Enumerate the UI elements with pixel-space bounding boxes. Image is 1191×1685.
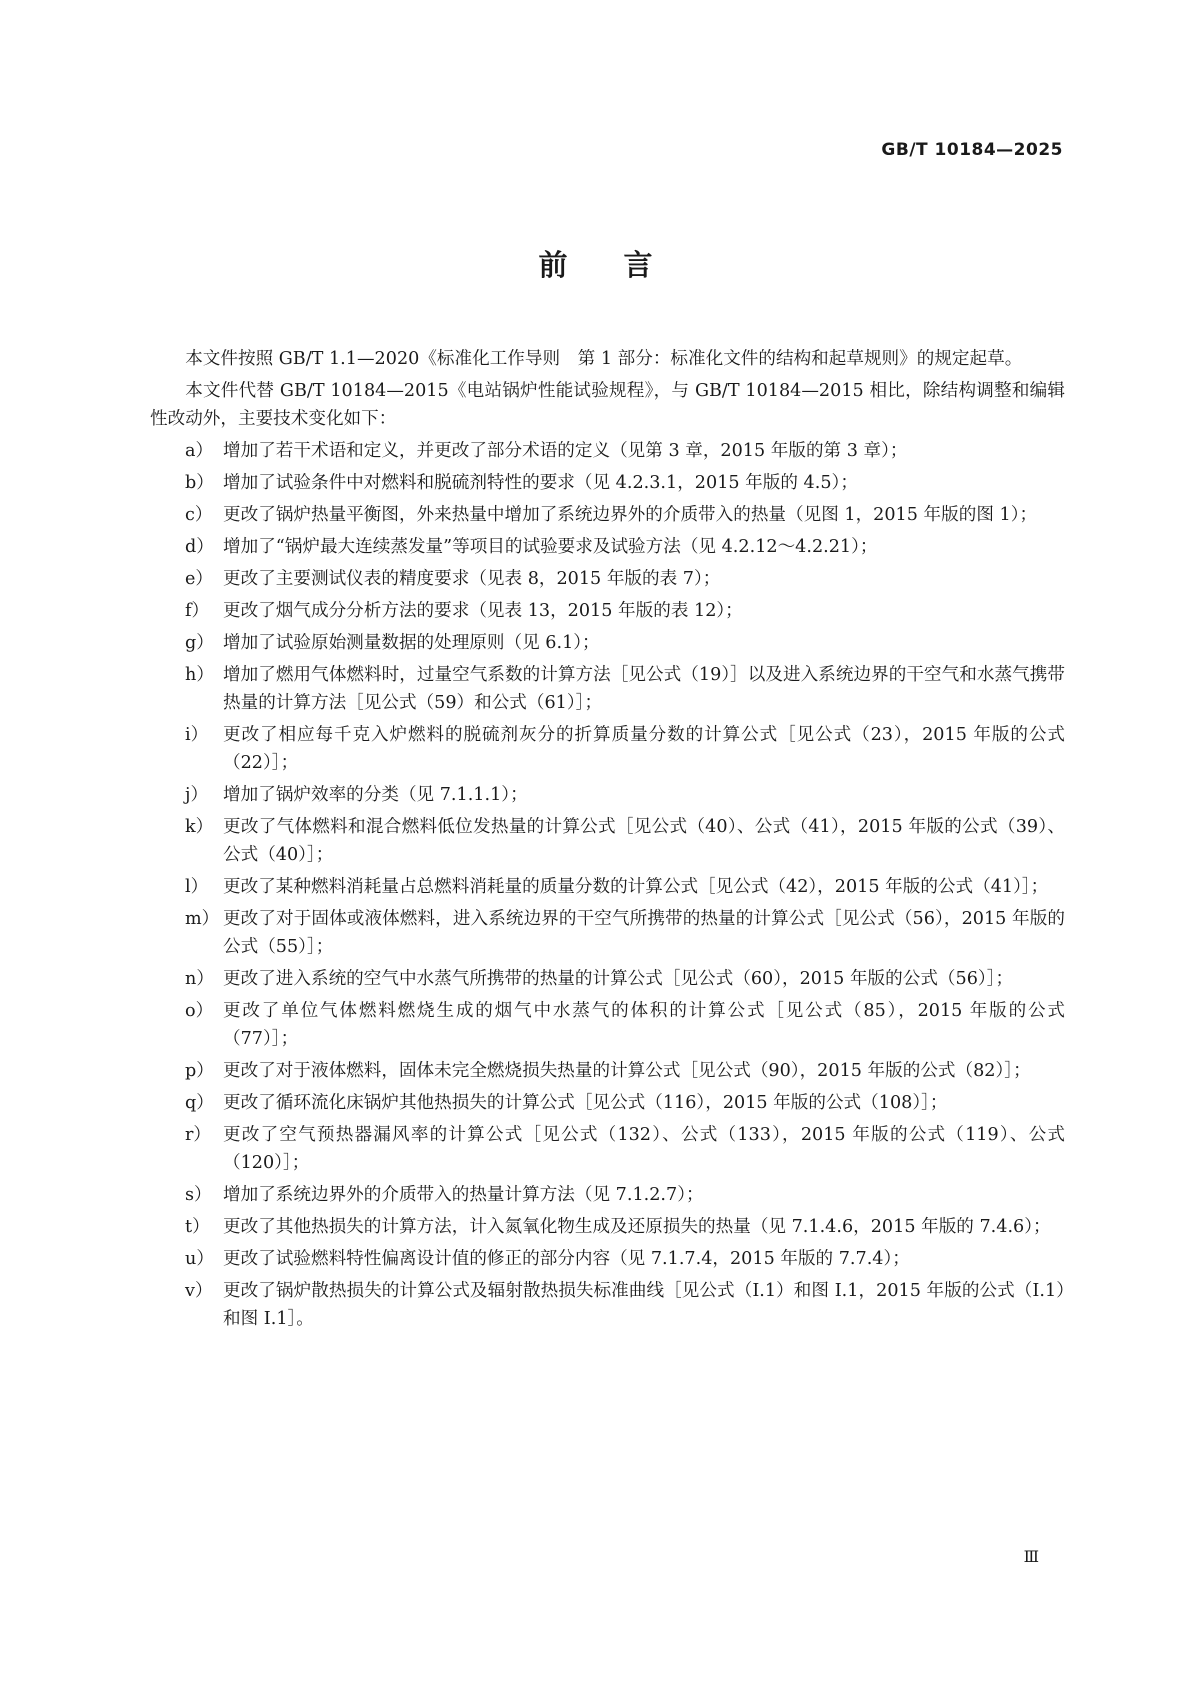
list-item-text: 更改了循环流化床锅炉其他热损失的计算公式［见公式（116），2015 年版的公式（108）］； (223, 1093, 948, 1113)
list-item-letter: r） (185, 1125, 212, 1145)
list-item (150, 781, 1065, 809)
list-item-letter: v） (185, 1281, 213, 1301)
list-item-text: 增加了试验条件中对燃料和脱硫剂特性的要求（见 4.2.3.1，2015 年版的 4.5）； (223, 473, 858, 493)
list-item (150, 661, 1065, 717)
list-item-letter: s） (185, 1185, 212, 1205)
list-item (150, 721, 1065, 777)
list-item-text: 增加了“锅炉最大连续蒸发量”等项目的试验要求及试验方法（见 4.2.12～4.2.21）； (223, 537, 878, 557)
list-item (150, 501, 1065, 529)
changes-list (150, 437, 1065, 1333)
list-item (150, 1089, 1065, 1117)
list-item (150, 437, 1065, 465)
list-item-letter: c） (185, 505, 213, 525)
list-item (150, 1181, 1065, 1209)
list-item-letter: u） (185, 1249, 214, 1269)
list-item (150, 629, 1065, 657)
document-body (150, 345, 1065, 1337)
list-item-letter: d） (185, 537, 214, 557)
list-item-text: 更改了进入系统的空气中水蒸气所携带的热量的计算公式［见公式（60），2015 年版的公式（56）］； (223, 969, 1014, 989)
list-item (150, 997, 1065, 1053)
list-item-text: 增加了锅炉效率的分类（见 7.1.1.1）； (223, 785, 528, 805)
list-item (150, 1057, 1065, 1085)
list-item-letter: a） (185, 441, 214, 461)
list-item-letter: g） (185, 633, 214, 653)
list-item (150, 565, 1065, 593)
document-number: GB/T 10184—2025 (881, 140, 1063, 160)
list-item (150, 597, 1065, 625)
list-item-text: 更改了单位气体燃料燃烧生成的烟气中水蒸气的体积的计算公式［见公式（85），2015 年版的公式（77）］； (223, 1001, 1065, 1049)
list-item-letter: n） (185, 969, 214, 989)
list-item (150, 1213, 1065, 1241)
list-item (150, 813, 1065, 869)
page-number: Ⅲ (1023, 1547, 1039, 1566)
list-item-text: 更改了空气预热器漏风率的计算公式［见公式（132）、公式（133），2015 年版的公式（119）、公式（120）］； (223, 1125, 1065, 1173)
list-item-text: 更改了试验燃料特性偏离设计值的修正的部分内容（见 7.1.7.4，2015 年版的 7.7.4）； (223, 1249, 910, 1269)
list-item (150, 1121, 1065, 1177)
list-item-text: 更改了烟气成分分析方法的要求（见表 13，2015 年版的表 12）； (223, 601, 743, 621)
page-title: 前言 (538, 248, 709, 282)
list-item (150, 533, 1065, 561)
list-item-text: 增加了系统边界外的介质带入的热量计算方法（见 7.1.2.7）； (223, 1185, 704, 1205)
list-item-letter: p） (185, 1061, 214, 1081)
list-item (150, 1245, 1065, 1273)
list-item-text: 更改了锅炉热量平衡图，外来热量中增加了系统边界外的介质带入的热量（见图 1，2015 年版的图 1）； (223, 505, 1038, 525)
intro-paragraph-drafting: 本文件按照 GB/T 1.1—2020《标准化工作导则 第 1 部分：标准化文件的结构和起草规则》的规定起草。 (185, 349, 1023, 369)
list-item-letter: f） (185, 601, 210, 621)
list-item-letter: e） (185, 569, 214, 589)
list-item-letter: q） (185, 1093, 214, 1113)
list-item-text: 更改了某种燃料消耗量占总燃料消耗量的质量分数的计算公式［见公式（42），2015 年版的公式（41）］； (223, 877, 1049, 897)
list-item (150, 1277, 1065, 1333)
list-item (150, 873, 1065, 901)
list-item-letter: b） (185, 473, 214, 493)
list-item-letter: m） (185, 909, 220, 929)
list-item-text: 增加了燃用气体燃料时，过量空气系数的计算方法［见公式（19）］以及进入系统边界的干空气和水蒸气携带热量的计算方法［见公式（59）和公式（61）］； (223, 665, 1065, 713)
list-item-letter: i） (185, 725, 209, 745)
list-item-letter: j） (185, 785, 209, 805)
list-item-text: 更改了对于液体燃料，固体未完全燃烧损失热量的计算公式［见公式（90），2015 年版的公式（82）］； (223, 1061, 1031, 1081)
intro-paragraph-replacement: 本文件代替 GB/T 10184—2015《电站锅炉性能试验规程》，与 GB/T 10184—2015 相比，除结构调整和编辑性改动外，主要技术变化如下： (150, 381, 1065, 429)
list-item-letter: l） (185, 877, 209, 897)
list-item (150, 965, 1065, 993)
list-item (150, 469, 1065, 497)
list-item-text: 增加了试验原始测量数据的处理原则（见 6.1）； (223, 633, 600, 653)
list-item-text: 更改了对于固体或液体燃料，进入系统边界的干空气所携带的热量的计算公式［见公式（56），2015 年版的公式（55）］； (223, 909, 1065, 957)
list-item-letter: o） (185, 1001, 214, 1021)
list-item-text: 更改了相应每千克入炉燃料的脱硫剂灰分的折算质量分数的计算公式［见公式（23），2015 年版的公式（22）］； (223, 725, 1065, 773)
list-item-text: 更改了气体燃料和混合燃料低位发热量的计算公式［见公式（40）、公式（41），2015 年版的公式（39）、公式（40）］； (223, 817, 1065, 865)
list-item-letter: k） (185, 817, 214, 837)
list-item-text: 更改了锅炉散热损失的计算公式及辐射散热损失标准曲线［见公式（I.1）和图 I.1，2015 年版的公式（I.1）和图 I.1］。 (223, 1281, 1065, 1329)
list-item-letter: t） (185, 1217, 210, 1237)
list-item-text: 更改了其他热损失的计算方法，计入氮氧化物生成及还原损失的热量（见 7.1.4.6，2015 年版的 7.4.6）； (223, 1217, 1051, 1237)
list-item-letter: h） (185, 665, 214, 685)
list-item-text: 更改了主要测试仪表的精度要求（见表 8，2015 年版的表 7）； (223, 569, 721, 589)
list-item-text: 增加了若干术语和定义，并更改了部分术语的定义（见第 3 章，2015 年版的第 3 章）； (223, 441, 908, 461)
list-item (150, 905, 1065, 961)
